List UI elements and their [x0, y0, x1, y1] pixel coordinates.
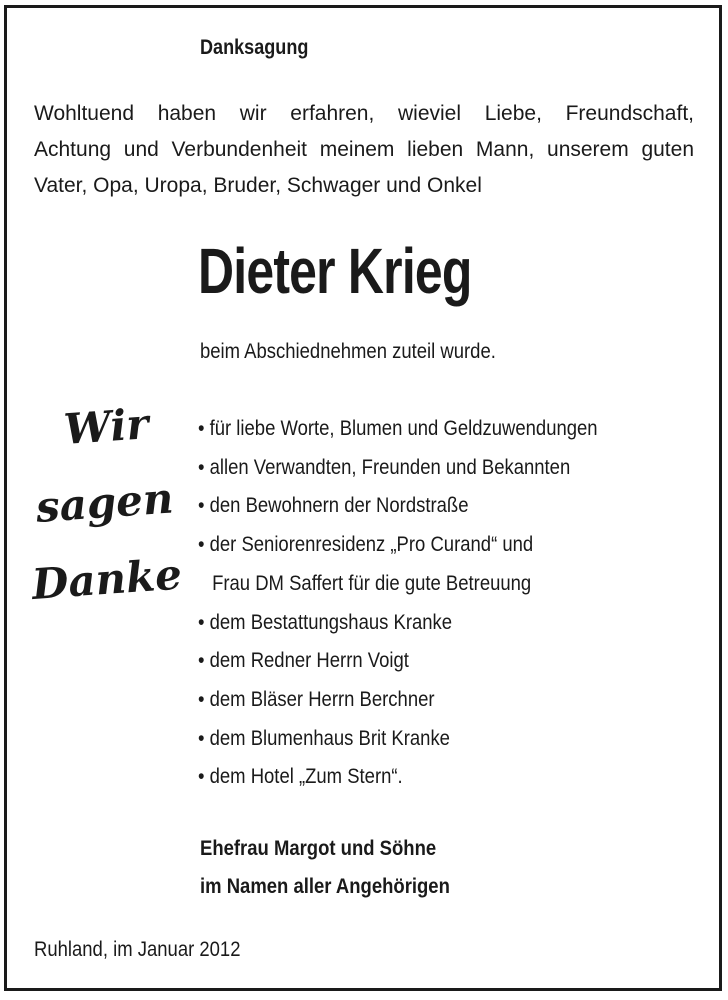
place-date: Ruhland, im Januar 2012 [34, 938, 241, 961]
thanks-list-item: • für liebe Worte, Blumen und Geldzuwendungen [198, 417, 598, 440]
thanks-list-item: • dem Redner Herrn Voigt [198, 649, 409, 673]
intro-line: Vater, Opa, Uropa, Bruder, Schwager und Onkel [34, 174, 482, 197]
thanks-list-item: • dem Hotel „Zum Stern“. [198, 765, 403, 789]
thanks-list-item: • dem Bläser Herrn Berchner [198, 687, 435, 711]
intro-line: Wohltuend haben wir erfahren, wieviel Liebe, Freundschaft, [34, 102, 694, 125]
thanks-list-item-continuation: Frau DM Saffert für die gute Betreuung [212, 571, 532, 595]
thanks-list [198, 410, 598, 797]
signature-line: Ehefrau Margot und Söhne [200, 837, 437, 860]
signature-line: im Namen aller Angehörigen [200, 875, 450, 898]
thanks-script-word: Danke [30, 549, 184, 609]
thanks-list-item: • dem Blumenhaus Brit Kranke [198, 726, 450, 750]
thanks-list-item: • den Bewohnern der Nordstraße [198, 494, 469, 518]
intro-line: Achtung und Verbundenheit meinem lieben Mann, unserem guten [34, 138, 694, 161]
notice-heading: Danksagung [200, 36, 309, 59]
after-name-text: beim Abschiednehmen zuteil wurde. [200, 340, 496, 363]
thanks-list-item: • dem Bestattungshaus Kranke [198, 610, 453, 634]
thanks-list-item: • der Seniorenresidenz „Pro Curand“ und [198, 533, 534, 557]
signature-block [200, 830, 450, 906]
thanks-script-word: Wir [62, 399, 151, 454]
deceased-name: Dieter Krieg [198, 235, 472, 307]
thanks-list-item: • allen Verwandten, Freunden und Bekannten [198, 455, 571, 479]
intro-paragraph [34, 96, 694, 204]
thanks-script-word: sagen [34, 473, 175, 532]
